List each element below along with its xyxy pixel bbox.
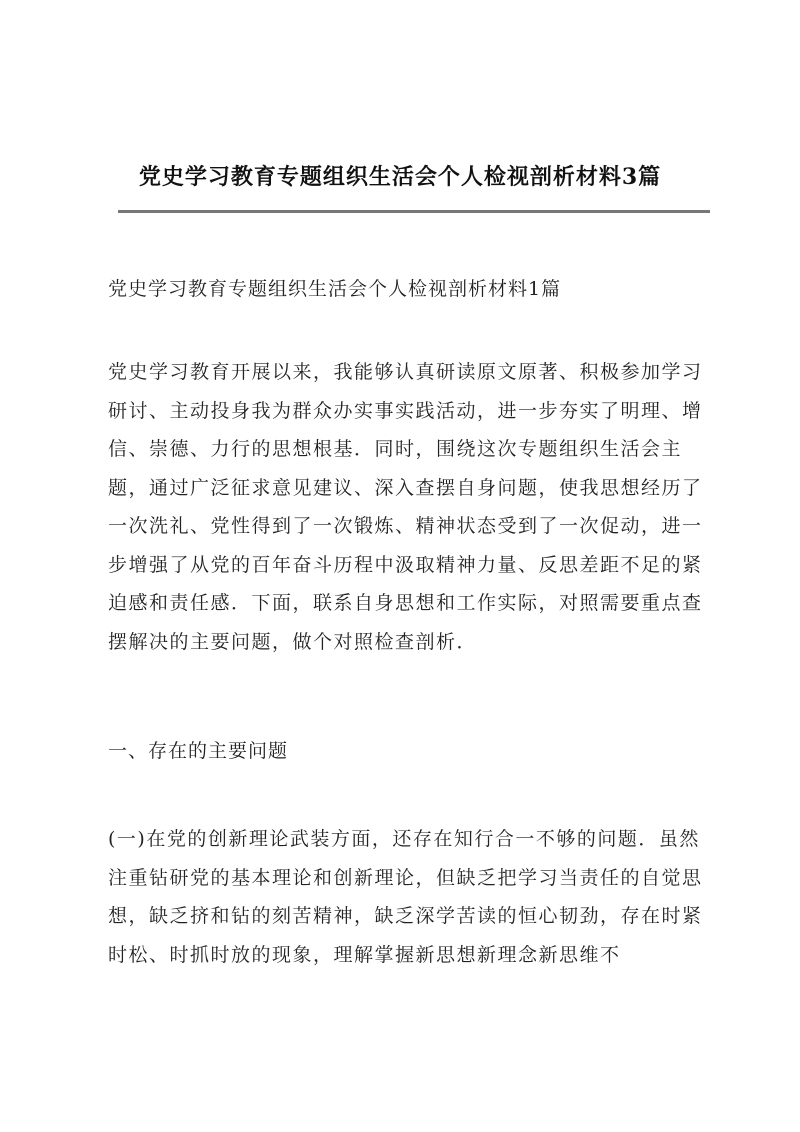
section-heading: 一、存在的主要问题 [108,740,289,762]
document-title: 党史学习教育专题组织生活会个人检视剖析材料3篇 [138,164,662,190]
title-divider [118,210,710,213]
section-subtitle: 党史学习教育专题组织生活会个人检视剖析材料1篇 [108,278,562,300]
body-paragraph-problem-1: (一)在党的创新理论武装方面，还存在知行合一不够的问题．虽然注重钻研党的基本理论和创新理论，但缺乏把学习当责任的自觉思想，缺乏挤和钻的刻苦精神，缺乏深学苦读的恒心韧劲，存在时紧时松、时抓时放的现象，理解掌握新思想新理念新思维不 [108,828,703,966]
body-paragraph-intro: 党史学习教育开展以来，我能够认真研读原文原著、积极参加学习研讨、主动投身我为群众办实事实践活动，进一步夯实了明理、增信、崇德、力行的思想根基．同时，围绕这次专题组织生活会主题，通过广泛征求意见建议、深入查摆自身问题，使我思想经历了一次洗礼、党性得到了一次锻炼、精神状态受到了一次促动，进一步增强了从党的百年奋斗历程中汲取精神力量、反思差距不足的紧迫感和责任感．下面，联系自身思想和工作实际，对照需要重点查摆解决的主要问题，做个对照检查剖析． [108,361,703,653]
